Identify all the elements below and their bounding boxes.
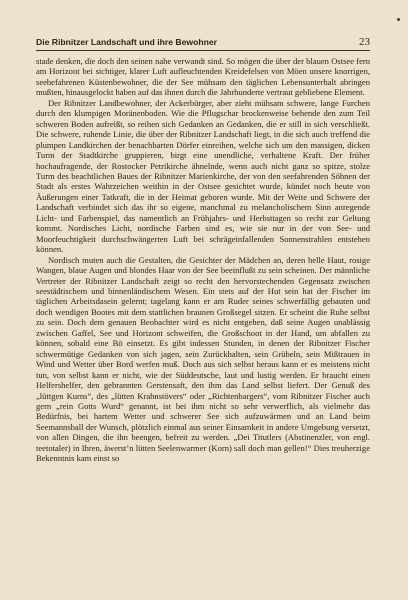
paragraph-2: Der Ribnitzer Landbewohner, der Ackerbürger, aber zieht mühsam schwere, lange Furchen durch den klumpigen Moränenboden. Wie die Pflugschar brockenweise behende den zum Teil schweren Boden aufreißt, so reihen sich Gedanken an Gedanken, die er still in sich verschließt. Die schwere, ruhende Linie, die über der Ribnitzer Landschaft liegt, in die sich auch treffend die plumpen Landkirchen der benachbarten Dörfer einreihen, welche sich um den massigen, dicken Turm der Stadtkirche gruppieren, birgt eine unendliche, verhaltene Kraft. Der früher hochaufragende, der Rostocker Petrikirche ähnelnde, wenn auch nicht ganz so spitze, stolze Turm des beachtlichen Baues der Ribnitzer Marienkirche, der von den seefahrenden Söhnen der Stadt als erstes Wahrzeichen weithin in der Ostsee gesichtet wurde, kündet noch heute von Äußerungen einer Tatkraft, die in der Heimat geboren wurde. Mit der Weite und Schwere der Landschaft verbindet sich das ihr so eigene, manchmal zu melancholischem Sinn anregende Licht- und Farbenspiel, das namentlich an Frühjahrs- und Herbsttagen so recht zur Geltung kommt. Nordisches Licht, nordische Farben sind es, wie sie nur in der von See- und Moorfeuchtigkeit durchschwängerten Luft bei schrägeinfallenden Sonnenstrahlen entstehen können. bbox=[36, 97, 370, 255]
body-text bbox=[36, 56, 370, 464]
chapter-title: Die Ribnitzer Landschaft und ihre Bewohner bbox=[36, 37, 217, 47]
page-number: 23 bbox=[359, 36, 370, 48]
header-rule bbox=[36, 50, 370, 51]
page-speck bbox=[397, 18, 400, 21]
paragraph-1: stade denken, die doch den seinen nahe verwandt sind. So mögen die über der blauen Ostsee fern am Horizont bei sichtiger, klarer Luft aufleuchtenden Kreidefelsen von Möen unsere knorrigen, seebefahrenen Küstenbewohner, die der See mühsam den täglichen Lebensunterhalt abringen mußten, hinausgelockt haben auf das ihnen durch die Jahrhunderte vertraut gebliebene Element. bbox=[36, 56, 370, 98]
running-header bbox=[36, 36, 370, 48]
paragraph-3: Nordisch muten auch die Gestalten, die Gesichter der Mädchen an, deren helle Haut, rosige Wangen, blaue Augen und blondes Haar von der See beeinflußt zu sein scheinen. Der männliche Vertreter der Ribnitzer Landschaft zeigt so recht den hervorstechenden Gegensatz zwischen seestädtischem und binnenländischem Wesen. Ein stets auf der Hut sein hat der Fischer im täglichen Arbeitsdasein gelernt; tagelang kann er am Ruder seines schwerfällig gebauten und doch wendigen Bootes mit dem stattlichen braunen Großsegel sitzen. Er scheint die Ruhe selbst zu sein. Doch dem genauen Beobachter wird es nicht entgehen, daß seine Augen unablässig zwischen Gaffel, See und Horizont schweifen, die Großschoot in der Hand, um abfallen zu können, sobald eine Bö einsetzt. Es gibt indessen Stunden, in denen der Ribnitzer Fischer schwermütige Gedanken von sich jagen, sein Zurückhalten, sein Grübeln, sein Mißtrauen in Wind und Wetter über Bord werfen muß. Doch aus sich selbst heraus kann er es meistens nicht tun, von selbst kann er nicht, wie der Süddeutsche, laut und lustig werden. Er braucht einen Helfershelfer, den gebrannten Gerstensaft, den ihm das Land selbst liefert. Der Genuß des „lüttgen Kurns“, des „lütten Krahnstövers“ oder „Richtenbargers“, vom Ribnitzer Fischer auch gern „rein Gotts Wurd“ genannt, ist bei ihm nicht so sehr verwerflich, als vielmehr das Bedürfnis, bei hartem Wetter und schwerer See sich aufzuwärmen und an Land beim Seemannsball der Wunsch, plötzlich einmal aus seiner Einsamkeit in andere Umgebung versetzt, von allen Dingen, die ihn beengen, befreit zu werden. „Dei Titutlers (Abstinenzler, von engl. teetotaler) in Ihren, äwerst’n lütten Seelenwarmer (Korn) sall doch man gellen!“ Dies treuherzige Bekenntnis kam einst so bbox=[36, 254, 370, 464]
